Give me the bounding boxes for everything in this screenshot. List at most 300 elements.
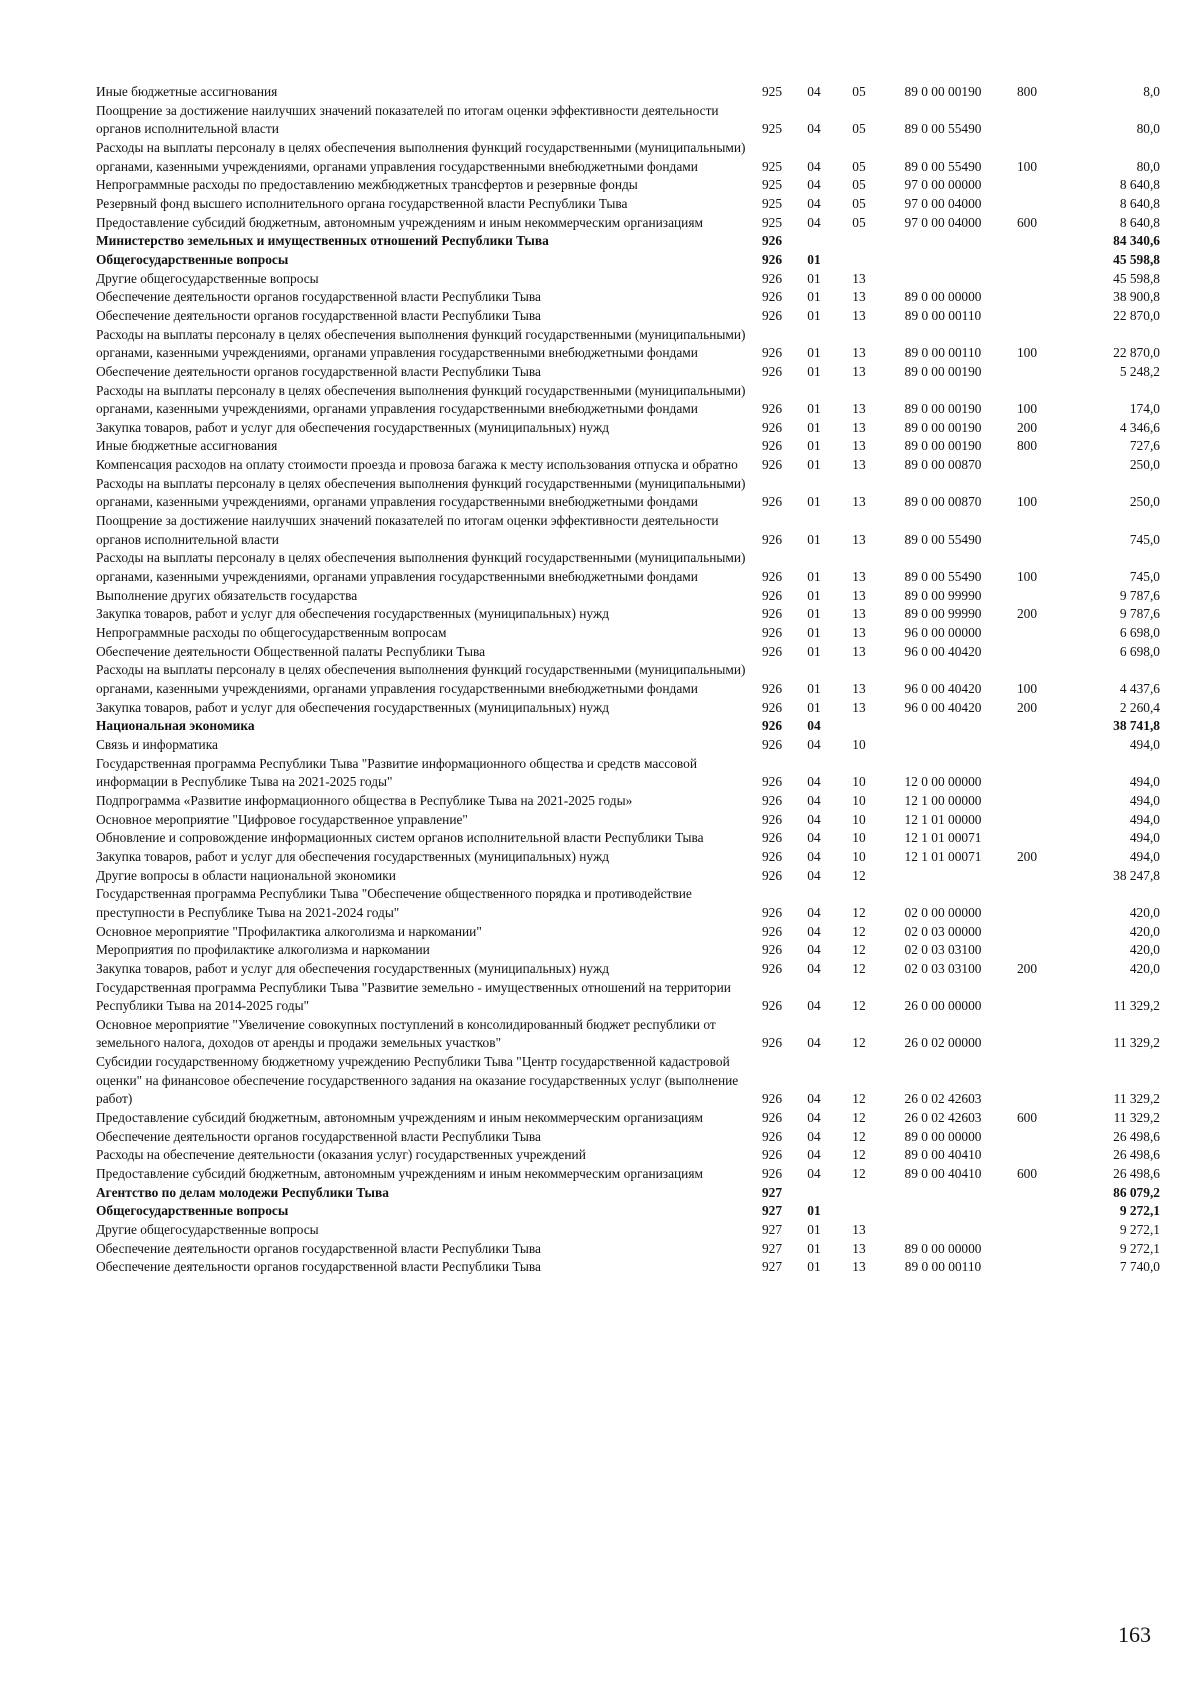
row-amount: 86 079,2 [1113, 1184, 1160, 1200]
row-code-vr: 100 [1016, 494, 1038, 510]
row-code-gr: 925 [761, 84, 783, 99]
row-code-pr: 12 [852, 867, 866, 883]
table-row [96, 941, 1160, 960]
row-code-vr [1002, 941, 1052, 960]
table-row [96, 102, 1160, 139]
row-description: Предоставление субсидий бюджетным, автономным учреждениям и иным некоммерческим организациям [96, 1110, 703, 1126]
row-code-rz: 01 [807, 587, 821, 603]
table-row [96, 288, 1160, 307]
row-description: Основное мероприятие "Увеличение совокупных поступлений в консолидированный бюджет республики от земельного налога, доходов от аренды и продажи земельных участков" [96, 1016, 716, 1051]
row-code-rz: 01 [807, 569, 821, 585]
row-amount: 745,0 [1129, 531, 1160, 547]
row-code-rz: 04 [807, 121, 821, 137]
row-code-csr: 12 1 01 00071 [904, 830, 982, 846]
row-code-csr: 02 0 03 03100 [904, 942, 982, 958]
row-code-pr: 05 [852, 177, 866, 193]
row-code-csr: 97 0 00 00000 [904, 177, 982, 193]
row-code-rz: 01 [807, 457, 821, 473]
row-code-pr [834, 717, 884, 736]
row-amount: 11 329,2 [1113, 998, 1160, 1014]
row-code-gr: 926 [761, 1110, 783, 1126]
table-row [96, 811, 1160, 830]
table-row [96, 1258, 1160, 1277]
row-amount: 26 498,6 [1113, 1128, 1160, 1144]
table-row [96, 587, 1160, 606]
table-row [96, 1221, 1160, 1240]
table-row [96, 195, 1160, 214]
row-description: Связь и информатика [96, 736, 218, 752]
row-code-vr: 200 [1016, 960, 1038, 976]
row-amount: 745,0 [1129, 569, 1160, 585]
row-code-gr: 926 [761, 494, 783, 510]
row-code-rz: 01 [807, 1222, 821, 1238]
row-code-gr: 926 [761, 587, 783, 603]
row-code-pr: 05 [852, 195, 866, 211]
row-code-rz: 01 [807, 251, 821, 267]
row-code-gr: 926 [761, 1147, 783, 1163]
row-code-rz: 01 [807, 625, 821, 641]
row-code-csr: 89 0 00 00000 [904, 289, 982, 305]
row-code-pr: 13 [852, 307, 866, 323]
row-code-vr [1002, 232, 1052, 251]
row-amount: 420,0 [1129, 942, 1160, 958]
row-code-rz: 01 [807, 1240, 821, 1256]
row-code-vr [1002, 643, 1052, 662]
row-code-csr: 02 0 03 00000 [904, 923, 982, 939]
row-code-rz: 04 [807, 718, 821, 734]
row-amount: 38 741,8 [1113, 718, 1160, 734]
row-description: Иные бюджетные ассигнования [96, 84, 278, 99]
row-amount: 420,0 [1129, 923, 1160, 939]
row-code-vr [1002, 1184, 1052, 1203]
table-row [96, 549, 1160, 586]
row-code-csr: 89 0 00 40410 [904, 1166, 982, 1182]
row-code-rz: 01 [807, 363, 821, 379]
table-row [96, 456, 1160, 475]
row-code-vr: 600 [1016, 1110, 1038, 1126]
table-row [96, 699, 1160, 718]
row-code-gr: 926 [761, 401, 783, 417]
row-amount: 22 870,0 [1113, 345, 1160, 361]
row-code-csr: 89 0 00 00190 [904, 84, 982, 99]
row-code-vr: 100 [1016, 345, 1038, 361]
row-code-gr: 927 [761, 1259, 783, 1275]
row-amount: 494,0 [1129, 830, 1160, 846]
row-description: Расходы на выплаты персоналу в целях обеспечения выполнения функций государственными (муниципальными) органами, казенными учреждениями, органами управления государственными внебюджетными фондами [96, 550, 746, 585]
row-code-gr: 926 [761, 681, 783, 696]
row-amount: 2 260,4 [1119, 699, 1160, 715]
table-row [96, 923, 1160, 942]
row-amount: 420,0 [1129, 960, 1160, 976]
budget-table-body [96, 83, 1160, 1277]
row-code-csr: 89 0 00 00110 [904, 1259, 982, 1275]
row-code-pr: 05 [852, 121, 866, 137]
row-amount: 11 329,2 [1113, 1110, 1160, 1126]
row-description: Обеспечение деятельности органов государственной власти Республики Тыва [96, 307, 541, 323]
row-code-gr: 926 [761, 531, 783, 547]
row-code-pr: 05 [852, 214, 866, 230]
row-code-gr: 925 [761, 158, 783, 174]
row-description: Непрограммные расходы по предоставлению межбюджетных трансфертов и резервные фонды [96, 177, 638, 193]
row-description: Агентство по делам молодежи Республики Тыва [96, 1184, 389, 1200]
row-code-vr: 800 [1016, 84, 1038, 99]
row-code-pr: 13 [852, 1240, 866, 1256]
row-amount: 80,0 [1136, 158, 1160, 174]
row-description: Национальная экономика [96, 718, 255, 734]
row-code-rz [794, 1184, 834, 1203]
row-code-csr [884, 270, 1002, 289]
table-row [96, 1165, 1160, 1184]
row-code-pr: 10 [852, 774, 866, 790]
row-code-pr: 10 [852, 792, 866, 808]
row-amount: 38 900,8 [1113, 289, 1160, 305]
row-code-gr: 926 [761, 699, 783, 715]
table-row [96, 139, 1160, 176]
row-code-gr: 926 [761, 830, 783, 846]
table-row [96, 1016, 1160, 1053]
row-code-rz: 01 [807, 681, 821, 696]
row-code-rz: 04 [807, 848, 821, 864]
table-row [96, 363, 1160, 382]
row-code-vr [1002, 755, 1052, 792]
row-code-rz: 04 [807, 177, 821, 193]
row-code-csr: 89 0 00 00000 [904, 1128, 982, 1144]
table-row [96, 475, 1160, 512]
row-description: Другие общегосударственные вопросы [96, 270, 319, 286]
row-amount: 9 272,1 [1119, 1240, 1160, 1256]
row-description: Расходы на обеспечение деятельности (оказания услуг) государственных учреждений [96, 1147, 586, 1163]
row-code-gr: 926 [761, 942, 783, 958]
row-code-csr [884, 1184, 1002, 1203]
row-code-pr [834, 1184, 884, 1203]
row-code-pr: 13 [852, 289, 866, 305]
row-code-rz: 01 [807, 699, 821, 715]
row-code-csr: 89 0 00 99990 [904, 587, 982, 603]
row-code-csr: 89 0 00 40410 [904, 1147, 982, 1163]
table-row [96, 1184, 1160, 1203]
row-description: Закупка товаров, работ и услуг для обеспечения государственных (муниципальных) нужд [96, 419, 610, 435]
row-description: Государственная программа Республики Тыва "Развитие информационного общества и средств массовой информации в Республике Тыва на 2021-2025 годы" [96, 755, 697, 790]
row-code-vr [1002, 867, 1052, 886]
row-code-pr: 12 [852, 998, 866, 1014]
row-code-gr: 926 [761, 998, 783, 1014]
row-code-rz: 04 [807, 1166, 821, 1182]
row-code-rz [794, 232, 834, 251]
row-code-gr: 926 [761, 251, 783, 267]
row-amount: 9 272,1 [1119, 1203, 1160, 1219]
row-code-gr: 926 [761, 904, 783, 920]
table-row [96, 848, 1160, 867]
row-code-rz: 04 [807, 84, 821, 99]
row-code-gr: 926 [761, 1035, 783, 1051]
row-code-rz: 04 [807, 998, 821, 1014]
row-code-pr: 13 [852, 494, 866, 510]
row-description: Расходы на выплаты персоналу в целях обеспечения выполнения функций государственными (муниципальными) органами, казенными учреждениями, органами управления государственными внебюджетными фондами [96, 139, 746, 174]
row-amount: 250,0 [1129, 494, 1160, 510]
row-description: Закупка товаров, работ и услуг для обеспечения государственных (муниципальных) нужд [96, 606, 610, 622]
row-code-rz: 01 [807, 438, 821, 454]
table-row [96, 717, 1160, 736]
row-code-rz: 04 [807, 1128, 821, 1144]
row-amount: 9 787,6 [1119, 587, 1160, 603]
row-amount: 8 640,8 [1119, 214, 1160, 230]
row-code-rz: 04 [807, 904, 821, 920]
row-code-gr: 926 [761, 289, 783, 305]
row-code-gr: 925 [761, 177, 783, 193]
row-code-pr: 13 [852, 419, 866, 435]
row-code-vr: 200 [1016, 606, 1038, 622]
row-code-csr: 89 0 00 00190 [904, 419, 982, 435]
budget-table [96, 83, 1160, 1277]
row-code-pr: 12 [852, 904, 866, 920]
row-code-csr: 96 0 00 40420 [904, 681, 982, 696]
row-code-csr [884, 251, 1002, 270]
row-amount: 11 329,2 [1113, 1091, 1160, 1107]
row-code-gr: 926 [761, 363, 783, 379]
row-code-gr: 926 [761, 736, 783, 752]
table-row [96, 270, 1160, 289]
row-code-vr [1002, 829, 1052, 848]
row-code-rz: 04 [807, 830, 821, 846]
row-code-csr: 89 0 00 55490 [904, 531, 982, 547]
row-code-vr: 100 [1016, 401, 1038, 417]
row-description: Закупка товаров, работ и услуг для обеспечения государственных (муниципальных) нужд [96, 699, 610, 715]
row-code-gr: 925 [761, 121, 783, 137]
row-amount: 494,0 [1129, 736, 1160, 752]
row-code-gr: 926 [761, 419, 783, 435]
row-description: Иные бюджетные ассигнования [96, 438, 278, 454]
row-code-gr: 926 [761, 923, 783, 939]
row-code-gr: 926 [761, 848, 783, 864]
row-code-vr [1002, 1016, 1052, 1053]
row-code-csr: 89 0 00 00110 [904, 345, 982, 361]
row-description: Выполнение других обязательств государства [96, 587, 358, 603]
row-code-vr [1002, 512, 1052, 549]
row-description: Расходы на выплаты персоналу в целях обеспечения выполнения функций государственными (муниципальными) органами, казенными учреждениями, органами управления государственными внебюджетными фондами [96, 382, 746, 417]
row-code-pr [834, 232, 884, 251]
row-amount: 7 740,0 [1119, 1259, 1160, 1275]
row-description: Непрограммные расходы по общегосударственным вопросам [96, 625, 447, 641]
row-code-gr: 926 [761, 438, 783, 454]
row-code-csr: 89 0 00 00110 [904, 307, 982, 323]
row-code-pr: 13 [852, 569, 866, 585]
row-code-rz: 04 [807, 942, 821, 958]
row-amount: 8,0 [1143, 84, 1160, 99]
row-description: Основное мероприятие "Профилактика алкоголизма и наркомании" [96, 923, 482, 939]
row-code-csr: 12 1 01 00000 [904, 811, 982, 827]
row-amount: 80,0 [1136, 121, 1160, 137]
row-amount: 6 698,0 [1119, 643, 1160, 659]
row-code-csr: 26 0 00 00000 [904, 998, 982, 1014]
row-code-csr [884, 736, 1002, 755]
table-row [96, 885, 1160, 922]
row-code-vr: 600 [1016, 214, 1038, 230]
row-code-gr: 926 [761, 307, 783, 323]
row-code-csr: 89 0 00 55490 [904, 158, 982, 174]
row-code-vr [1002, 363, 1052, 382]
table-row [96, 1053, 1160, 1109]
row-description: Подпрограмма «Развитие информационного общества в Республике Тыва на 2021-2025 годы» [96, 792, 633, 808]
row-code-pr: 13 [852, 587, 866, 603]
row-amount: 494,0 [1129, 792, 1160, 808]
row-code-pr: 05 [852, 84, 866, 99]
row-amount: 494,0 [1129, 811, 1160, 827]
row-code-gr: 926 [761, 643, 783, 659]
row-code-gr: 927 [761, 1203, 783, 1219]
row-description: Обновление и сопровождение информационных систем органов исполнительной власти Республики Тыва [96, 830, 704, 846]
row-code-vr [1002, 102, 1052, 139]
row-description: Закупка товаров, работ и услуг для обеспечения государственных (муниципальных) нужд [96, 960, 610, 976]
table-row [96, 960, 1160, 979]
row-code-pr [834, 251, 884, 270]
table-row [96, 1240, 1160, 1259]
row-code-vr [1002, 1053, 1052, 1109]
row-amount: 727,6 [1129, 438, 1160, 454]
row-amount: 8 640,8 [1119, 177, 1160, 193]
row-description: Компенсация расходов на оплату стоимости проезда и провоза багажа к месту использования отпуска и обратно [96, 457, 738, 473]
row-amount: 5 248,2 [1119, 363, 1160, 379]
row-description: Общегосударственные вопросы [96, 1203, 289, 1219]
table-row [96, 307, 1160, 326]
row-code-pr: 13 [852, 699, 866, 715]
row-amount: 9 787,6 [1119, 606, 1160, 622]
row-amount: 174,0 [1129, 401, 1160, 417]
row-amount: 4 437,6 [1119, 681, 1160, 696]
row-code-csr: 97 0 00 04000 [904, 195, 982, 211]
table-row [96, 382, 1160, 419]
row-amount: 4 346,6 [1119, 419, 1160, 435]
row-code-csr: 26 0 02 42603 [904, 1110, 982, 1126]
row-code-gr: 926 [761, 606, 783, 622]
row-code-rz: 01 [807, 531, 821, 547]
row-code-rz: 04 [807, 214, 821, 230]
row-code-pr: 10 [852, 736, 866, 752]
row-code-pr: 13 [852, 1222, 866, 1238]
row-description: Расходы на выплаты персоналу в целях обеспечения выполнения функций государственными (муниципальными) органами, казенными учреждениями, органами управления государственными внебюджетными фондами [96, 326, 746, 361]
row-description: Предоставление субсидий бюджетным, автономным учреждениям и иным некоммерческим организациям [96, 214, 703, 230]
table-row [96, 1202, 1160, 1221]
row-amount: 420,0 [1129, 904, 1160, 920]
row-code-rz: 04 [807, 1147, 821, 1163]
row-code-csr: 12 0 00 00000 [904, 774, 982, 790]
row-description: Обеспечение деятельности Общественной палаты Республики Тыва [96, 643, 486, 659]
row-code-pr: 13 [852, 1259, 866, 1275]
row-description: Основное мероприятие "Цифровое государственное управление" [96, 811, 468, 827]
row-code-csr [884, 717, 1002, 736]
row-code-rz: 01 [807, 270, 821, 286]
row-code-gr: 927 [761, 1222, 783, 1238]
row-code-pr: 12 [852, 1110, 866, 1126]
row-code-vr [1002, 251, 1052, 270]
row-code-vr [1002, 270, 1052, 289]
row-amount: 84 340,6 [1113, 233, 1160, 249]
row-code-pr: 13 [852, 270, 866, 286]
row-code-rz: 04 [807, 1110, 821, 1126]
row-code-gr: 926 [761, 457, 783, 473]
row-code-rz: 04 [807, 195, 821, 211]
row-code-rz: 04 [807, 1091, 821, 1107]
table-row [96, 979, 1160, 1016]
row-code-rz: 01 [807, 1203, 821, 1219]
row-code-csr: 89 0 00 55490 [904, 569, 982, 585]
row-code-vr [1002, 307, 1052, 326]
row-code-csr: 96 0 00 00000 [904, 625, 982, 641]
row-description: Обеспечение деятельности органов государственной власти Республики Тыва [96, 1128, 541, 1144]
row-amount: 8 640,8 [1119, 195, 1160, 211]
row-code-vr [1002, 811, 1052, 830]
table-row [96, 736, 1160, 755]
row-code-pr: 13 [852, 625, 866, 641]
row-code-csr: 89 0 00 00190 [904, 363, 982, 379]
table-row [96, 326, 1160, 363]
row-description: Расходы на выплаты персоналу в целях обеспечения выполнения функций государственными (муниципальными) органами, казенными учреждениями, органами управления государственными внебюджетными фондами [96, 662, 746, 696]
table-row [96, 661, 1160, 698]
row-code-csr: 12 1 00 00000 [904, 792, 982, 808]
row-code-gr: 926 [761, 569, 783, 585]
row-code-csr [884, 232, 1002, 251]
row-code-gr: 926 [761, 867, 783, 883]
row-amount: 250,0 [1129, 457, 1160, 473]
row-amount: 26 498,6 [1113, 1147, 1160, 1163]
row-code-rz: 01 [807, 606, 821, 622]
row-code-vr: 100 [1016, 569, 1038, 585]
row-code-vr [1002, 736, 1052, 755]
row-code-pr: 13 [852, 457, 866, 473]
row-code-pr: 13 [852, 606, 866, 622]
row-code-csr: 89 0 00 00190 [904, 401, 982, 417]
row-code-rz: 01 [807, 401, 821, 417]
row-description: Резервный фонд высшего исполнительного органа государственной власти Республики Тыва [96, 195, 628, 211]
row-code-gr: 926 [761, 625, 783, 641]
row-description: Поощрение за достижение наилучших значений показателей по итогам оценки эффективности деятельности органов исполнительной власти [96, 513, 719, 547]
row-amount: 494,0 [1129, 848, 1160, 864]
row-code-csr: 02 0 03 03100 [904, 960, 982, 976]
row-code-rz: 01 [807, 289, 821, 305]
row-description: Субсидии государственному бюджетному учреждению Республики Тыва "Центр государственной кадастровой оценки" на финансовое обеспечение государственного задания на оказание государственных услуг (выполнение работ) [96, 1054, 739, 1107]
row-code-gr: 926 [761, 1166, 783, 1182]
row-code-vr [1002, 1128, 1052, 1147]
row-code-rz: 04 [807, 960, 821, 976]
row-code-pr: 12 [852, 923, 866, 939]
row-description: Обеспечение деятельности органов государственной власти Республики Тыва [96, 1240, 541, 1256]
row-code-pr: 12 [852, 942, 866, 958]
row-code-csr: 12 1 01 00071 [904, 848, 982, 864]
row-description: Обеспечение деятельности органов государственной власти Республики Тыва [96, 1259, 541, 1275]
row-code-gr: 926 [761, 1091, 783, 1107]
row-code-gr: 927 [761, 1240, 783, 1256]
row-code-rz: 01 [807, 345, 821, 361]
row-code-rz: 04 [807, 811, 821, 827]
table-row [96, 1146, 1160, 1165]
row-amount: 22 870,0 [1113, 307, 1160, 323]
row-code-gr: 926 [761, 345, 783, 361]
row-amount: 6 698,0 [1119, 625, 1160, 641]
row-code-vr [1002, 1202, 1052, 1221]
row-code-csr: 26 0 02 00000 [904, 1035, 982, 1051]
row-amount: 26 498,6 [1113, 1166, 1160, 1182]
row-code-rz: 04 [807, 923, 821, 939]
row-code-vr [1002, 176, 1052, 195]
row-code-vr [1002, 1221, 1052, 1240]
row-code-rz: 04 [807, 867, 821, 883]
row-code-rz: 01 [807, 494, 821, 510]
table-row [96, 419, 1160, 438]
row-code-rz: 04 [807, 792, 821, 808]
row-code-csr: 97 0 00 04000 [904, 214, 982, 230]
page-number: 163 [1118, 1622, 1151, 1647]
row-code-vr [1002, 923, 1052, 942]
row-code-pr: 05 [852, 158, 866, 174]
